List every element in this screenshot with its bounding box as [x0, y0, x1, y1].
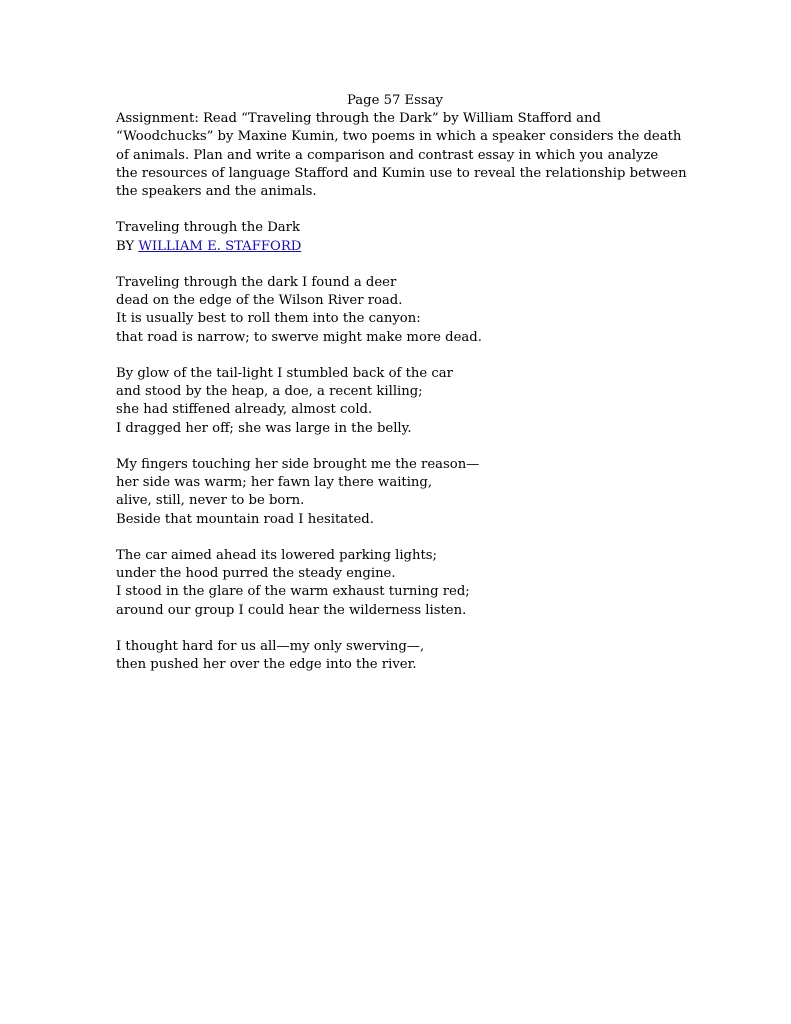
spacer: [116, 201, 686, 219]
byline-prefix: BY: [116, 238, 139, 254]
poem-line: I dragged her off; she was large in the belly.: [116, 420, 412, 436]
poem-line: her side was warm; her fawn lay there waiting,: [116, 475, 433, 491]
author-link[interactable]: WILLIAM E. STAFFORD: [138, 238, 302, 254]
poem-line: Beside that mountain road I hesitated.: [116, 511, 374, 527]
spacer: [116, 438, 686, 456]
poem-line: It is usually best to roll them into the canyon:: [116, 311, 421, 327]
poem-byline: [116, 238, 686, 256]
poem-line: dead on the edge of the Wilson River road.: [116, 293, 403, 309]
assignment-line: Assignment: Read “Traveling through the Dark” by William Stafford and: [116, 111, 601, 127]
assignment-line: “Woodchucks” by Maxine Kumin, two poems in which a speaker considers the death: [116, 129, 682, 145]
poem-title: Traveling through the Dark: [116, 220, 300, 236]
page-heading: Page 57 Essay: [346, 93, 444, 108]
spacer: [116, 347, 686, 365]
spacer: [116, 620, 686, 638]
poem-line: under the hood purred the steady engine.: [116, 566, 396, 582]
poem-line: she had stiffened already, almost cold.: [116, 402, 373, 418]
assignment-line: the resources of language Stafford and Kumin use to reveal the relationship between: [116, 165, 687, 181]
poem-line: and stood by the heap, a doe, a recent killing;: [116, 384, 423, 400]
poem-line: around our group I could hear the wilderness listen.: [116, 602, 467, 618]
poem-line: I stood in the glare of the warm exhaust turning red;: [116, 584, 470, 600]
document-page: [116, 92, 686, 674]
stanza: [116, 456, 686, 529]
poem-line: Traveling through the dark I found a deer: [116, 275, 397, 290]
stanza: [116, 638, 686, 674]
spacer: [116, 256, 686, 274]
poem-line: By glow of the tail-light I stumbled back of the car: [116, 366, 453, 381]
poem-line: The car aimed ahead its lowered parking lights;: [116, 548, 438, 563]
stanza: [116, 547, 686, 620]
poem-line: I thought hard for us all—my only swerving—,: [116, 639, 425, 654]
assignment-line: of animals. Plan and write a comparison and contrast essay in which you analyze: [116, 147, 659, 163]
assignment-line: the speakers and the animals.: [116, 184, 317, 200]
assignment-paragraph: [116, 110, 686, 201]
stanza: [116, 274, 686, 347]
poem-line: that road is narrow; to swerve might make more dead.: [116, 329, 482, 345]
poem-line: alive, still, never to be born.: [116, 493, 305, 509]
spacer: [116, 529, 686, 547]
poem-line: My fingers touching her side brought me the reason—: [116, 457, 480, 472]
poem-line: then pushed her over the edge into the river.: [116, 657, 417, 673]
stanza: [116, 365, 686, 438]
